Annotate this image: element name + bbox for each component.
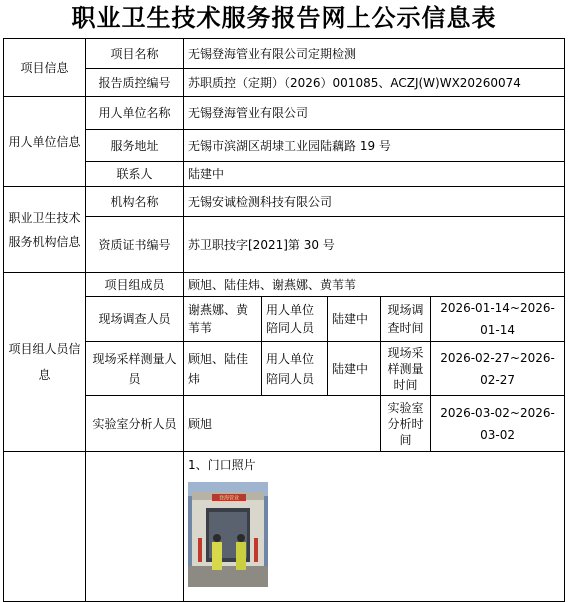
employer-name-row: [4, 97, 565, 130]
lab-time-label: 实验室分析时间: [381, 396, 431, 452]
project-section-label: 项目信息: [4, 39, 86, 97]
report-number-value: 苏职质控（定期）（2026）001085、ACZJ(W)WX20260074: [184, 69, 565, 97]
contact-value: 陆建中: [184, 162, 565, 187]
survey-staff-label: 现场调查人员: [86, 297, 184, 342]
company-sign-text: 登海管业: [218, 495, 240, 502]
report-number-label: 报告质控编号: [86, 69, 184, 97]
employer-section-label: 用人单位信息: [4, 97, 86, 187]
agency-name-row: [4, 187, 565, 217]
survey-row: [4, 297, 565, 342]
project-name-label: 项目名称: [86, 39, 184, 69]
employer-name-label: 用人单位名称: [86, 97, 184, 130]
service-address-row: [4, 130, 565, 162]
sampling-time-label: 现场采样测量时间: [381, 342, 431, 396]
survey-time-value: 2026-01-14~2026-01-14: [431, 297, 565, 342]
agency-name-label: 机构名称: [86, 187, 184, 217]
certificate-row: [4, 217, 565, 273]
project-name-row: [4, 39, 565, 69]
sampling-row: [4, 342, 565, 396]
team-members-value: 顾旭、陆佳炜、谢燕娜、黄苇苇: [184, 273, 565, 297]
sampling-time-value: 2026-02-27~2026-02-27: [431, 342, 565, 396]
lab-time-value: 2026-03-02~2026-03-02: [431, 396, 565, 452]
page-title: 职业卫生技术服务报告网上公示信息表: [71, 3, 497, 32]
team-section-label: 项目组人员信息: [4, 273, 86, 452]
certificate-label: 资质证书编号: [86, 217, 184, 273]
lab-staff-label: 实验室分析人员: [86, 396, 184, 452]
service-address-label: 服务地址: [86, 130, 184, 162]
survey-escort-value: 陆建中: [328, 297, 381, 342]
project-name-value: 无锡登海管业有限公司定期检测: [184, 39, 565, 69]
team-members-row: [4, 273, 565, 297]
photo-cell: [184, 452, 565, 602]
lab-staff-value: 顾旭: [184, 396, 381, 452]
team-members-label: 项目组成员: [86, 273, 184, 297]
employer-name-value: 无锡登海管业有限公司: [184, 97, 565, 130]
sampling-escort-label: 用人单位陪同人员: [262, 342, 328, 396]
survey-time-label: 现场调查时间: [381, 297, 431, 342]
survey-escort-label: 用人单位陪同人员: [262, 297, 328, 342]
survey-staff-value: 谢燕娜、黄苇苇: [184, 297, 262, 342]
service-address-value: 无锡市滨湖区胡埭工业园陆藕路 19 号: [184, 130, 565, 162]
contact-row: [4, 162, 565, 187]
agency-section-label: 职业卫生技术服务机构信息: [4, 187, 86, 273]
agency-name-value: 无锡安诚检测科技有限公司: [184, 187, 565, 217]
sampling-staff-value: 顾旭、陆佳炜: [184, 342, 262, 396]
certificate-value: 苏卫职技字[2021]第 30 号: [184, 217, 565, 273]
entrance-photo: [188, 482, 268, 587]
photo-blank-cell-1: [4, 452, 86, 602]
report-number-row: [4, 69, 565, 97]
sampling-escort-value: 陆建中: [328, 342, 381, 396]
lab-row: [4, 396, 565, 452]
photo-caption: 1、门口照片: [188, 458, 256, 472]
photo-blank-cell-2: [86, 452, 184, 602]
sampling-staff-label: 现场采样测量人员: [86, 342, 184, 396]
contact-label: 联系人: [86, 162, 184, 187]
disclosure-table: [3, 38, 565, 602]
photo-row: [4, 452, 565, 602]
